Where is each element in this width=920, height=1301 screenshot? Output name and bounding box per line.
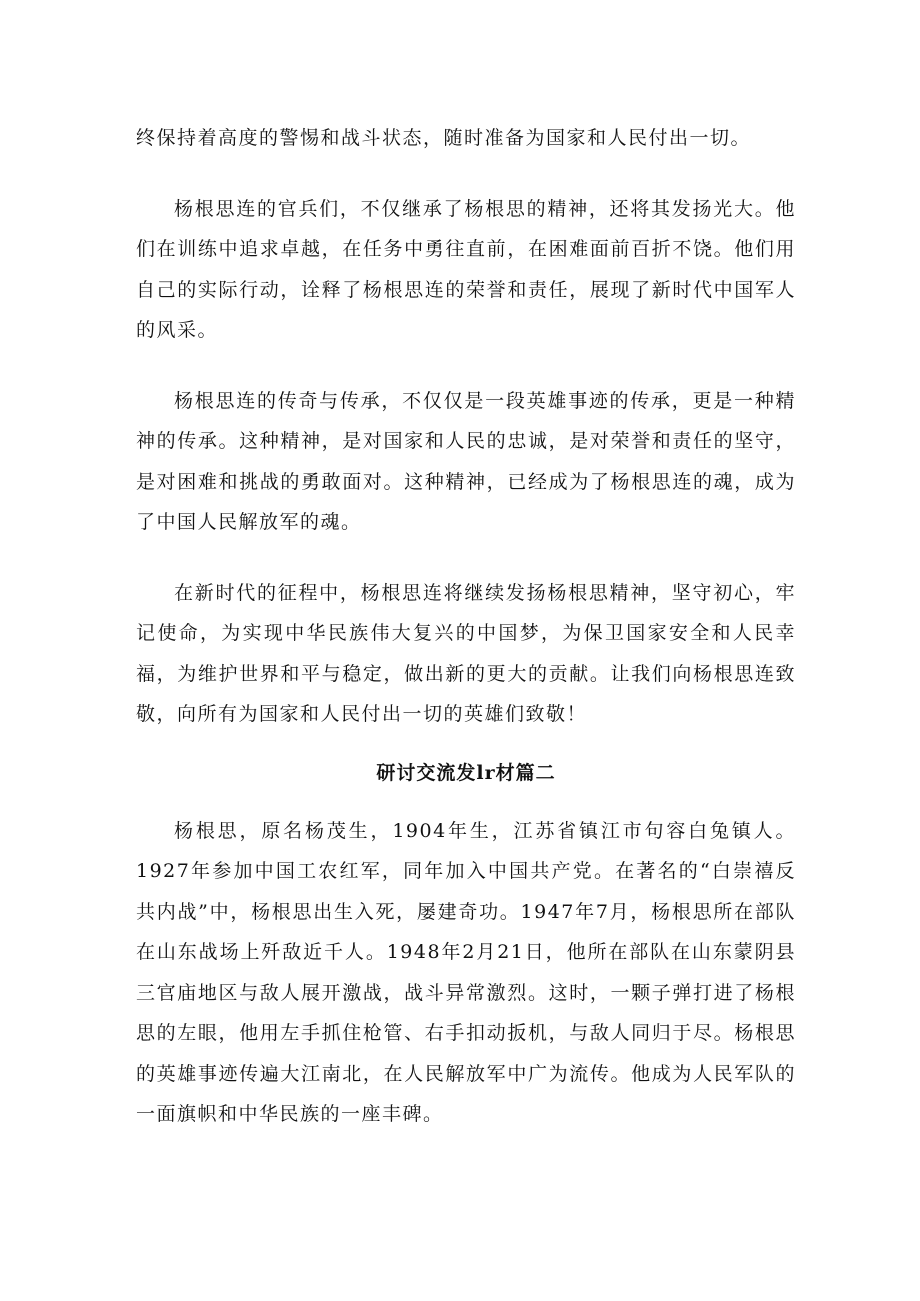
- paragraph: 杨根思连的官兵们，不仅继承了杨根思的精神，还将其发扬光大。他们在训练中追求卓越，在任务中勇往直前，在困难面前百折不饶。他们用自己的实际行动，诠释了杨根思连的荣誉和责任，展现了新时代中国军人的风采。: [136, 197, 796, 341]
- paragraph-spacer: [136, 735, 796, 753]
- paragraph-spacer: [136, 159, 796, 189]
- section-title: 研讨交流发lr材篇二: [376, 761, 556, 784]
- paragraph: 杨根思，原名杨茂生，1904年生，江苏省镇江市句容白兔镇人。1927年参加中国工农红军，同年加入中国共产党。在著名的“白崇禧反共内战”中，杨根思出生入死，屡建奇功。1947年7月，杨根思所在部队在山东战场上歼敌近千人。1948年2月21日，他所在部队在山东蒙阴县三官庙地区与敌人展开激战，战斗异常激烈。这时，一颗子弹打进了杨根思的左眼，他用左手抓住枪管、右手扣动扳机，与敌人同归于尽。杨根思的英雄事迹传遍大江南北，在人民解放军中广为流传。他成为人民军队的一面旗帜和中华民族的一座丰碑。: [136, 819, 796, 1125]
- paragraph-spacer: [136, 351, 796, 381]
- paragraph: 杨根思连的传奇与传承，不仅仅是一段英雄事迹的传承，更是一种精神的传承。这种精神，是对国家和人民的忠诚，是对荣誉和责任的坚守，是对困难和挑战的勇敢面对。这种精神，已经成为了杨根思连的魂，成为了中国人民解放军的魂。: [136, 389, 796, 533]
- paragraph-continuation: 终保持着高度的警惕和战斗状态，随时准备为国家和人民付出一切。: [136, 127, 752, 149]
- paragraph: 在新时代的征程中，杨根思连将继续发扬杨根思精神，坚守初心，牢记使命，为实现中华民族伟大复兴的中国梦，为保卫国家安全和人民幸福，为维护世界和平与稳定，做出新的更大的贡献。让我们向杨根思连致敬，向所有为国家和人民付出一切的英雄们致敬！: [136, 581, 796, 725]
- paragraph-spacer: [136, 793, 796, 811]
- paragraph-spacer: [136, 543, 796, 573]
